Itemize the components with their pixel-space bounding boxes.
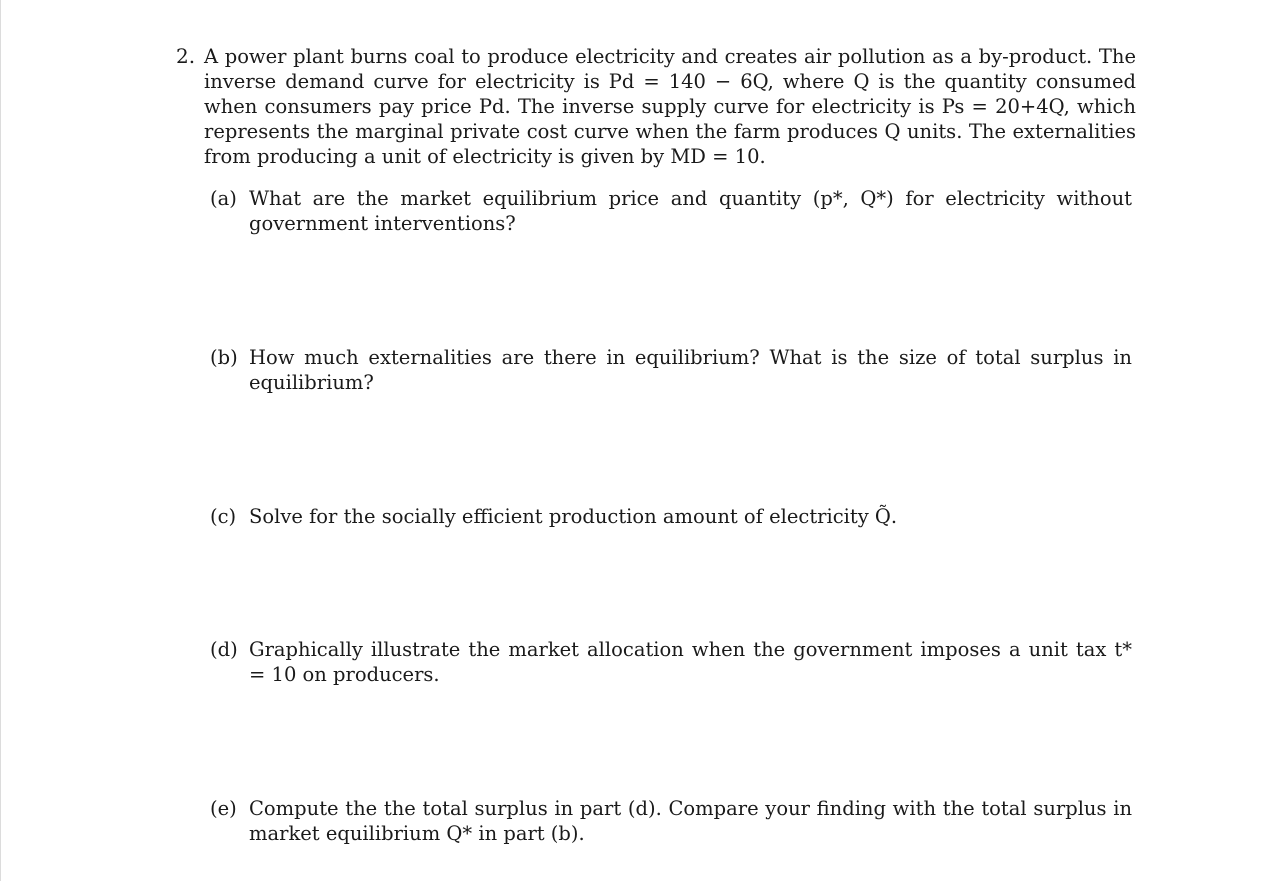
part-c-text: Solve for the socially efficient production amount of electricity Q̃. [249,505,898,528]
part-d-label: (d) [210,638,238,661]
problem-stem: A power plant burns coal to produce electricity and creates air pollution as a by-product. The inverse demand curve for electricity is Pd = 140 − 6Q, where Q is the quantity consumed when consumers pay price Pd. The inverse supply curve for electricity is Ps = 20+4Q, which represents the marginal private cost curve when the farm produces Q units. The externalities from producing a unit of electricity is given by MD = 10. [204,45,1136,168]
problem-number: 2. [176,44,196,68]
problem-2 [176,44,1136,845]
part-c [210,504,1132,529]
part-d-text: Graphically illustrate the market allocation when the government imposes a unit tax t* = 10 on producers. [249,638,1132,686]
part-e-text: Compute the the total surplus in part (d). Compare your finding with the total surplus in market equilibrium Q* in part (b). [249,797,1132,845]
part-e [210,796,1132,846]
part-b-text: How much externalities are there in equilibrium? What is the size of total surplus in equilibrium? [249,346,1132,394]
part-e-label: (e) [210,797,237,820]
part-a-text: What are the market equilibrium price and quantity (p*, Q*) for electricity without government interventions? [249,187,1132,235]
part-b [210,345,1132,395]
part-d [210,637,1132,687]
part-b-label: (b) [210,346,238,369]
part-a [210,186,1132,236]
part-a-label: (a) [210,187,237,210]
part-c-label: (c) [210,505,237,528]
